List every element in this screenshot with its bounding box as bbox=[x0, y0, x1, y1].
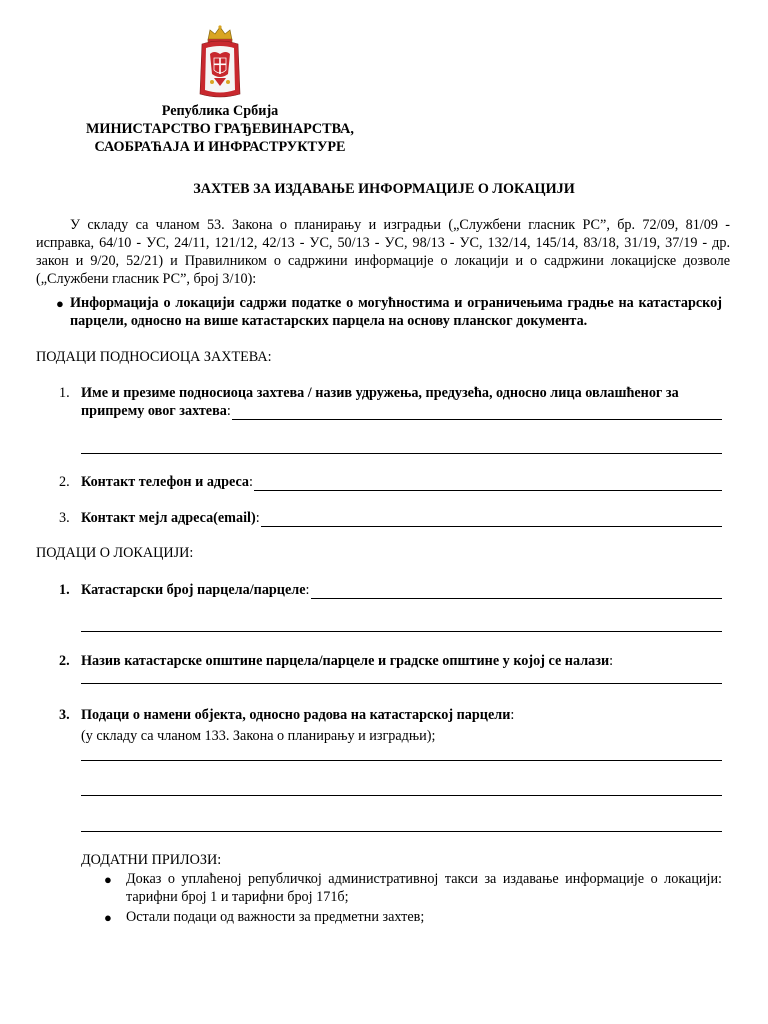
object-purpose-field-line3[interactable] bbox=[81, 831, 722, 832]
cadastral-number-field-line2[interactable] bbox=[81, 631, 722, 632]
location-item-1-number: 1. bbox=[59, 582, 70, 598]
applicant-name-row: припрему овог захтева : bbox=[81, 402, 722, 420]
applicant-name-field[interactable] bbox=[232, 405, 722, 420]
info-bullet-text: Информација о локацији садржи податке о могућностима и ограничењима градње на катастарској парцели, односно на више катастарских парцела на основу планског документа. bbox=[70, 295, 722, 329]
object-purpose-row: Подаци о намени објекта, односно радова на катастарској парцели : bbox=[81, 707, 515, 723]
bullet-dot-icon: ● bbox=[104, 872, 112, 887]
cadastral-municipality-field[interactable] bbox=[81, 683, 722, 684]
republic-name: Република Србија bbox=[161, 103, 279, 119]
location-section-heading: ПОДАЦИ О ЛОКАЦИЈИ: bbox=[36, 545, 194, 561]
cadastral-number-field[interactable] bbox=[311, 584, 723, 599]
cadastral-number-row: Катастарски број парцела/парцеле : bbox=[81, 581, 722, 599]
applicant-item-3-number: 3. bbox=[59, 510, 70, 526]
location-item-2-number: 2. bbox=[59, 653, 70, 669]
applicant-name-label-line2: припрему овог захтева bbox=[81, 403, 227, 419]
attachments-heading: ДОДАТНИ ПРИЛОЗИ: bbox=[81, 852, 222, 868]
applicant-name-label: Име и презиме подносиоца захтева / назив удружења, предузећа, односно лица овлашћеног за bbox=[81, 385, 679, 401]
bullet-dot-icon: ● bbox=[56, 296, 64, 311]
cadastral-municipality-label: Назив катастарске општине парцела/парцеле и градске општине у којој се налази bbox=[81, 653, 610, 669]
intro-paragraph: У складу са чланом 53. Закона о планирању и изградњи („Службени гласник РС”, бр. 72/09, 81/09 - исправка, 64/10 - УС, 24/11, 121/12, 42/13 - УС, 50/13 - УС, 98/13 - УС, 132/14, 145/14, 83/18, 31/19, 37/19 - др. закон и 9/20, 52/21) и Правилником о садржини информације о локацији и о садржини локацијске дозволе („Службени гласник РС”, број 3/10): bbox=[36, 217, 730, 287]
contact-phone-row: Контакт телефон и адреса : bbox=[81, 473, 722, 491]
contact-email-label: Контакт мејл адреса(email) bbox=[81, 510, 256, 526]
cadastral-number-label: Катастарски број парцела/парцеле bbox=[81, 582, 306, 598]
contact-phone-field[interactable] bbox=[254, 476, 722, 491]
cadastral-municipality-row: Назив катастарске општине парцела/парцеле и градске општине у којој се налази : bbox=[81, 653, 614, 669]
object-purpose-field[interactable] bbox=[81, 760, 722, 761]
attachment-item-2: Остали подаци од важности за предметни захтев; bbox=[126, 909, 425, 925]
applicant-item-2-number: 2. bbox=[59, 474, 70, 490]
ministry-name-line2: САОБРАЋАЈА И ИНФРАСТРУКТУРЕ bbox=[94, 139, 346, 155]
object-purpose-label: Подаци о намени објекта, односно радова на катастарској парцели bbox=[81, 707, 511, 723]
location-item-3-number: 3. bbox=[59, 707, 70, 723]
document-title: ЗАХТЕВ ЗА ИЗДАВАЊЕ ИНФОРМАЦИЈЕ О ЛОКАЦИЈИ bbox=[193, 181, 575, 197]
coat-of-arms-icon bbox=[198, 24, 242, 100]
ministry-name-line1: МИНИСТАРСТВО ГРАЂЕВИНАРСТВА, bbox=[86, 121, 354, 137]
applicant-section-heading: ПОДАЦИ ПОДНОСИОЦА ЗАХТЕВА: bbox=[36, 349, 272, 365]
applicant-item-1-number: 1. bbox=[59, 385, 70, 401]
bullet-dot-icon: ● bbox=[104, 910, 112, 925]
applicant-name-field-line2[interactable] bbox=[81, 453, 722, 454]
contact-email-row: Контакт мејл адреса(email) : bbox=[81, 509, 722, 527]
attachment-item-1: Доказ о уплаћеној републичкој административној такси за издавање информације о локацији: тарифни број 1 и тарифни број 171б; bbox=[126, 871, 722, 905]
contact-email-field[interactable] bbox=[261, 512, 722, 527]
object-purpose-field-line2[interactable] bbox=[81, 795, 722, 796]
contact-phone-label: Контакт телефон и адреса bbox=[81, 474, 250, 490]
object-purpose-note: (у складу са чланом 133. Закона о планирању и изградњи); bbox=[81, 728, 436, 744]
